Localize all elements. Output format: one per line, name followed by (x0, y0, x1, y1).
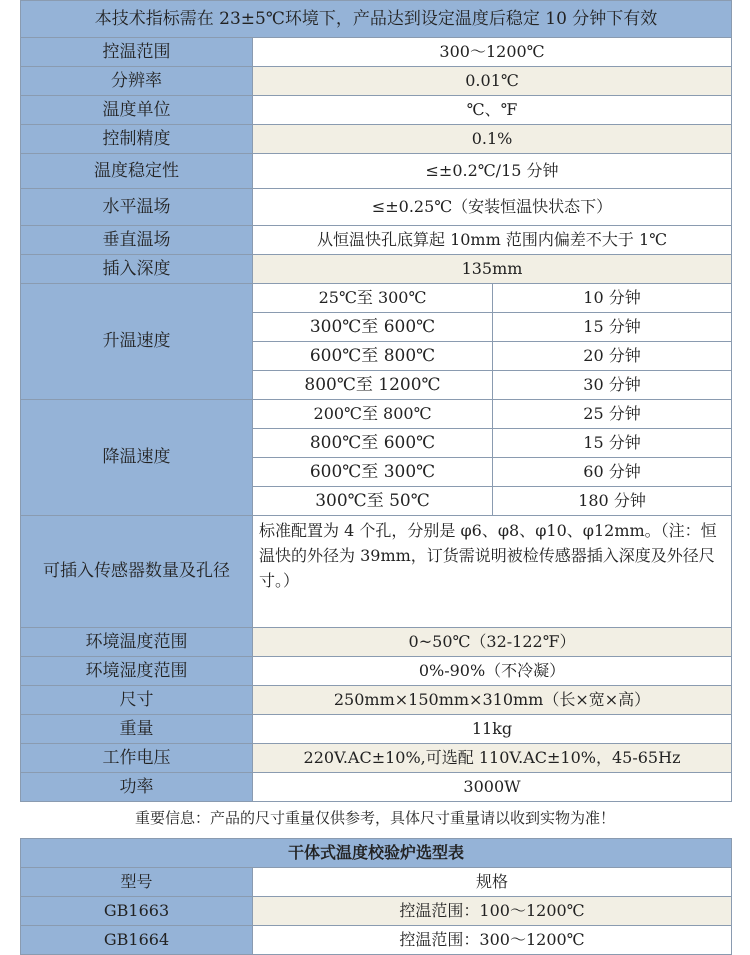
row-value: 0.1% (253, 125, 732, 154)
model-cell: GB1664 (21, 926, 253, 955)
table-row (21, 686, 732, 715)
row-label: 水平温场 (21, 189, 253, 226)
row-label: 插入深度 (21, 255, 253, 284)
cooling-time: 25 分钟 (493, 400, 732, 429)
row-label: 温度稳定性 (21, 154, 253, 189)
heating-range: 600℃至 800℃ (253, 342, 493, 371)
model-header: 型号 (21, 868, 253, 897)
table-row (21, 516, 732, 628)
row-label: 温度单位 (21, 96, 253, 125)
table-row (21, 67, 732, 96)
important-note: 重要信息：产品的尺寸重量仅供参考，具体尺寸重量请以收到实物为准！ (134, 809, 615, 827)
heating-range: 300℃至 600℃ (253, 313, 493, 342)
cooling-time: 60 分钟 (493, 458, 732, 487)
table-row (21, 926, 732, 955)
row-label: 重量 (21, 715, 253, 744)
table-row (21, 715, 732, 744)
spec-cell: 控温范围：300～1200℃ (253, 926, 732, 955)
table-row (21, 38, 732, 67)
row-label: 分辨率 (21, 67, 253, 96)
heating-time: 20 分钟 (493, 342, 732, 371)
cooling-range: 800℃至 600℃ (253, 429, 493, 458)
table-row (21, 154, 732, 189)
spec-cell: 控温范围：100～1200℃ (253, 897, 732, 926)
selection-table (20, 838, 732, 955)
row-label: 尺寸 (21, 686, 253, 715)
heating-time: 10 分钟 (493, 284, 732, 313)
table-row (21, 284, 732, 313)
table-row (21, 255, 732, 284)
cooling-label: 降温速度 (21, 400, 253, 516)
table-row (21, 628, 732, 657)
row-label: 环境湿度范围 (21, 657, 253, 686)
table-row (21, 897, 732, 926)
heating-range: 800℃至 1200℃ (253, 371, 493, 400)
table-row (21, 226, 732, 255)
row-value: 0%-90%（不冷凝） (253, 657, 732, 686)
row-label: 环境温度范围 (21, 628, 253, 657)
cooling-time: 180 分钟 (493, 487, 732, 516)
spec-header: 规格 (253, 868, 732, 897)
table-row (21, 189, 732, 226)
row-value: 3000W (253, 773, 732, 802)
table-row (21, 96, 732, 125)
cooling-time: 15 分钟 (493, 429, 732, 458)
row-label: 工作电压 (21, 744, 253, 773)
cooling-range: 300℃至 50℃ (253, 487, 493, 516)
spec-table (20, 0, 732, 802)
table-row (21, 125, 732, 154)
heating-label: 升温速度 (21, 284, 253, 400)
cooling-range: 200℃至 800℃ (253, 400, 493, 429)
heating-range: 25℃至 300℃ (253, 284, 493, 313)
row-label: 功率 (21, 773, 253, 802)
row-value: ≤±0.25℃（安装恒温快状态下） (253, 189, 732, 226)
table-row (21, 773, 732, 802)
table-row (21, 744, 732, 773)
row-value: 250mm×150mm×310mm（长×宽×高） (253, 686, 732, 715)
row-value: 0~50℃（32-122℉） (253, 628, 732, 657)
row-value: 11kg (253, 715, 732, 744)
row-label: 垂直温场 (21, 226, 253, 255)
row-value: 220V.AC±10%,可选配 110V.AC±10%，45-65Hz (253, 744, 732, 773)
sensor-value: 标准配置为 4 个孔，分别是 φ6、φ8、φ10、φ12mm。（注：恒温快的外径为 39mm，订货需说明被检传感器插入深度及外径尺寸。） (253, 516, 732, 628)
row-value: 135mm (253, 255, 732, 284)
spec-header-note: 本技术指标需在 23±5℃环境下，产品达到设定温度后稳定 10 分钟下有效 (21, 1, 732, 38)
row-value: 从恒温快孔底算起 10mm 范围内偏差不大于 1℃ (253, 226, 732, 255)
sensor-label: 可插入传感器数量及孔径 (21, 516, 253, 628)
row-value: 0.01℃ (253, 67, 732, 96)
row-label: 控制精度 (21, 125, 253, 154)
row-value: ≤±0.2℃/15 分钟 (253, 154, 732, 189)
heating-time: 15 分钟 (493, 313, 732, 342)
row-value: ℃、℉ (253, 96, 732, 125)
table-row (21, 657, 732, 686)
table-row (21, 868, 732, 897)
heating-time: 30 分钟 (493, 371, 732, 400)
row-label: 控温范围 (21, 38, 253, 67)
row-value: 300～1200℃ (253, 38, 732, 67)
selection-title: 干体式温度校验炉选型表 (21, 839, 732, 868)
cooling-range: 600℃至 300℃ (253, 458, 493, 487)
model-cell: GB1663 (21, 897, 253, 926)
table-row (21, 400, 732, 429)
